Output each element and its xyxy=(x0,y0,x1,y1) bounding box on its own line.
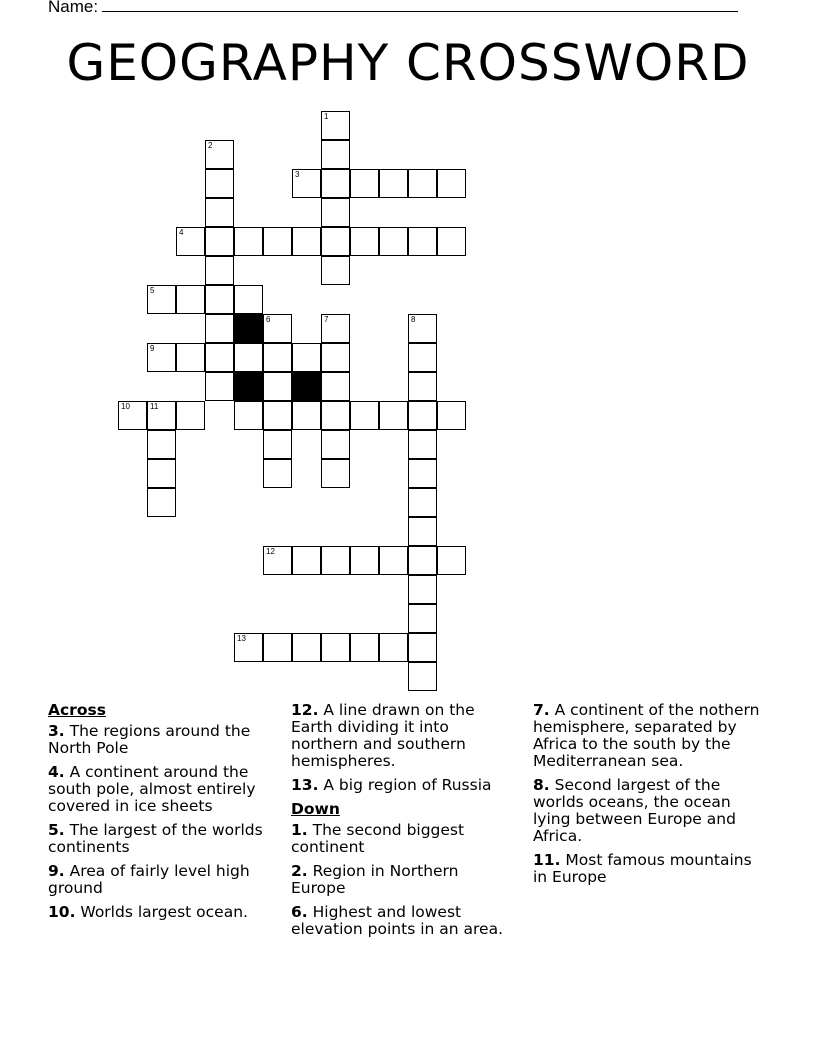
clue-item xyxy=(533,702,768,770)
grid-cell[interactable] xyxy=(176,227,205,256)
grid-cell[interactable] xyxy=(234,633,263,662)
grid-cell[interactable] xyxy=(205,140,234,169)
grid-cell[interactable] xyxy=(147,343,176,372)
grid-cell[interactable] xyxy=(205,169,234,198)
down-heading: Down xyxy=(291,800,340,818)
grid-cell[interactable] xyxy=(408,488,437,517)
clue-text: Second largest of the worlds oceans, the ocean lying between Europe and Africa. xyxy=(533,776,736,845)
clue-text: A continent around the south pole, almost entirely covered in ice sheets xyxy=(48,763,256,815)
grid-cell[interactable] xyxy=(321,372,350,401)
grid-cell[interactable] xyxy=(408,430,437,459)
clue-number: 10 xyxy=(121,402,130,411)
clue-item xyxy=(48,764,273,815)
clue-text: Highest and lowest elevation points in an area. xyxy=(291,903,503,938)
block-cell xyxy=(234,314,263,343)
clue-number: 6. xyxy=(291,903,308,921)
grid-cell[interactable] xyxy=(205,285,234,314)
clue-number: 6 xyxy=(266,315,271,324)
clue-number: 10. xyxy=(48,903,76,921)
grid-cell[interactable] xyxy=(350,633,379,662)
clue-number: 11 xyxy=(150,402,159,411)
grid-cell[interactable] xyxy=(205,198,234,227)
name-label: Name: xyxy=(48,0,99,16)
grid-cell[interactable] xyxy=(321,169,350,198)
clue-number: 4. xyxy=(48,763,65,781)
grid-cell[interactable] xyxy=(437,401,466,430)
clue-number: 1. xyxy=(291,821,308,839)
grid-cell[interactable] xyxy=(292,169,321,198)
clue-item xyxy=(533,852,768,886)
clue-item xyxy=(291,702,516,770)
clue-text: A continent of the nothern hemisphere, separated by Africa to the south by the Mediterranean sea. xyxy=(533,701,760,770)
grid-cell[interactable] xyxy=(176,285,205,314)
grid-cell[interactable] xyxy=(118,401,147,430)
clue-item xyxy=(48,904,273,921)
grid-cell[interactable] xyxy=(408,169,437,198)
grid-cell[interactable] xyxy=(147,488,176,517)
clue-text: The second biggest continent xyxy=(291,821,465,856)
grid-cell[interactable] xyxy=(234,285,263,314)
clues-column-3 xyxy=(533,702,768,893)
clue-number: 3 xyxy=(295,170,300,179)
grid-cell[interactable] xyxy=(408,517,437,546)
grid-cell[interactable] xyxy=(437,546,466,575)
clue-number: 2. xyxy=(291,862,308,880)
grid-cell[interactable] xyxy=(147,430,176,459)
grid-cell[interactable] xyxy=(263,401,292,430)
clue-number: 8. xyxy=(533,776,550,794)
grid-cell[interactable] xyxy=(263,343,292,372)
grid-cell[interactable] xyxy=(205,372,234,401)
grid-cell[interactable] xyxy=(147,459,176,488)
grid-cell[interactable] xyxy=(408,662,437,691)
page-title: GEOGRAPHY CROSSWORD xyxy=(66,34,750,92)
clues-column-1 xyxy=(48,702,273,928)
clue-number: 13. xyxy=(291,776,319,794)
grid-cell[interactable] xyxy=(408,575,437,604)
grid-cell[interactable] xyxy=(321,111,350,140)
grid-cell[interactable] xyxy=(263,372,292,401)
grid-cell[interactable] xyxy=(350,401,379,430)
grid-cell[interactable] xyxy=(176,401,205,430)
clue-number: 4 xyxy=(179,228,184,237)
grid-cell[interactable] xyxy=(321,256,350,285)
grid-cell[interactable] xyxy=(292,227,321,256)
grid-cell[interactable] xyxy=(263,227,292,256)
clue-number: 11. xyxy=(533,851,561,869)
grid-cell[interactable] xyxy=(350,546,379,575)
grid-cell[interactable] xyxy=(437,227,466,256)
grid-cell[interactable] xyxy=(379,227,408,256)
clue-text: A line drawn on the Earth dividing it into northern and southern hemispheres. xyxy=(291,701,475,770)
clue-text: Worlds largest ocean. xyxy=(75,903,248,921)
clue-text: The regions around the North Pole xyxy=(48,722,251,757)
grid-cell[interactable] xyxy=(263,459,292,488)
grid-cell[interactable] xyxy=(234,343,263,372)
grid-cell[interactable] xyxy=(408,343,437,372)
grid-cell[interactable] xyxy=(437,169,466,198)
grid-cell[interactable] xyxy=(292,546,321,575)
grid-cell[interactable] xyxy=(321,430,350,459)
grid-cell[interactable] xyxy=(205,343,234,372)
grid-cell[interactable] xyxy=(408,372,437,401)
grid-cell[interactable] xyxy=(408,227,437,256)
grid-cell[interactable] xyxy=(263,546,292,575)
clue-item xyxy=(48,863,273,897)
clue-text: Most famous mountains in Europe xyxy=(533,851,752,886)
grid-cell[interactable] xyxy=(408,401,437,430)
grid-cell[interactable] xyxy=(321,227,350,256)
clue-item xyxy=(533,777,768,845)
clue-number: 2 xyxy=(208,141,213,150)
grid-cell[interactable] xyxy=(408,459,437,488)
clue-number: 8 xyxy=(411,315,416,324)
grid-cell[interactable] xyxy=(379,401,408,430)
clue-number: 12. xyxy=(291,701,319,719)
grid-cell[interactable] xyxy=(408,546,437,575)
clue-item xyxy=(48,723,273,757)
grid-cell[interactable] xyxy=(350,227,379,256)
grid-cell[interactable] xyxy=(292,401,321,430)
grid-cell[interactable] xyxy=(321,140,350,169)
clue-item xyxy=(291,863,516,897)
clue-number: 3. xyxy=(48,722,65,740)
grid-cell[interactable] xyxy=(292,633,321,662)
clue-item xyxy=(48,822,273,856)
clue-text: The largest of the worlds continents xyxy=(48,821,263,856)
clue-text: A big region of Russia xyxy=(318,776,492,794)
clue-number: 7. xyxy=(533,701,550,719)
grid-cell[interactable] xyxy=(176,343,205,372)
grid-cell[interactable] xyxy=(408,604,437,633)
grid-cell[interactable] xyxy=(263,314,292,343)
grid-cell[interactable] xyxy=(321,546,350,575)
grid-cell[interactable] xyxy=(350,169,379,198)
clue-item xyxy=(291,822,516,856)
grid-cell[interactable] xyxy=(321,314,350,343)
grid-cell[interactable] xyxy=(321,633,350,662)
grid-cell[interactable] xyxy=(263,633,292,662)
grid-cell[interactable] xyxy=(147,285,176,314)
clue-text: Area of fairly level high ground xyxy=(48,862,250,897)
grid-cell[interactable] xyxy=(263,430,292,459)
grid-cell[interactable] xyxy=(379,633,408,662)
clue-number: 5 xyxy=(150,286,155,295)
clue-number: 13 xyxy=(237,634,246,643)
grid-cell[interactable] xyxy=(321,198,350,227)
grid-cell[interactable] xyxy=(234,401,263,430)
block-cell xyxy=(292,372,321,401)
clue-number: 9 xyxy=(150,344,155,353)
grid-cell[interactable] xyxy=(408,314,437,343)
clue-number: 5. xyxy=(48,821,65,839)
block-cell xyxy=(234,372,263,401)
grid-cell[interactable] xyxy=(205,256,234,285)
grid-cell[interactable] xyxy=(292,343,321,372)
grid-cell[interactable] xyxy=(147,401,176,430)
grid-cell[interactable] xyxy=(205,227,234,256)
grid-cell[interactable] xyxy=(321,343,350,372)
clue-number: 12 xyxy=(266,547,275,556)
clue-number: 9. xyxy=(48,862,65,880)
clue-number: 7 xyxy=(324,315,329,324)
grid-cell[interactable] xyxy=(321,401,350,430)
grid-cell[interactable] xyxy=(321,459,350,488)
clue-item xyxy=(291,777,516,794)
grid-cell[interactable] xyxy=(379,169,408,198)
clue-number: 1 xyxy=(324,112,329,121)
grid-cell[interactable] xyxy=(379,546,408,575)
grid-cell[interactable] xyxy=(408,633,437,662)
grid-cell[interactable] xyxy=(234,227,263,256)
across-heading: Across xyxy=(48,701,106,719)
clue-item xyxy=(291,904,516,938)
clue-text: Region in Northern Europe xyxy=(291,862,459,897)
grid-cell[interactable] xyxy=(205,314,234,343)
clues-column-2 xyxy=(291,702,516,945)
